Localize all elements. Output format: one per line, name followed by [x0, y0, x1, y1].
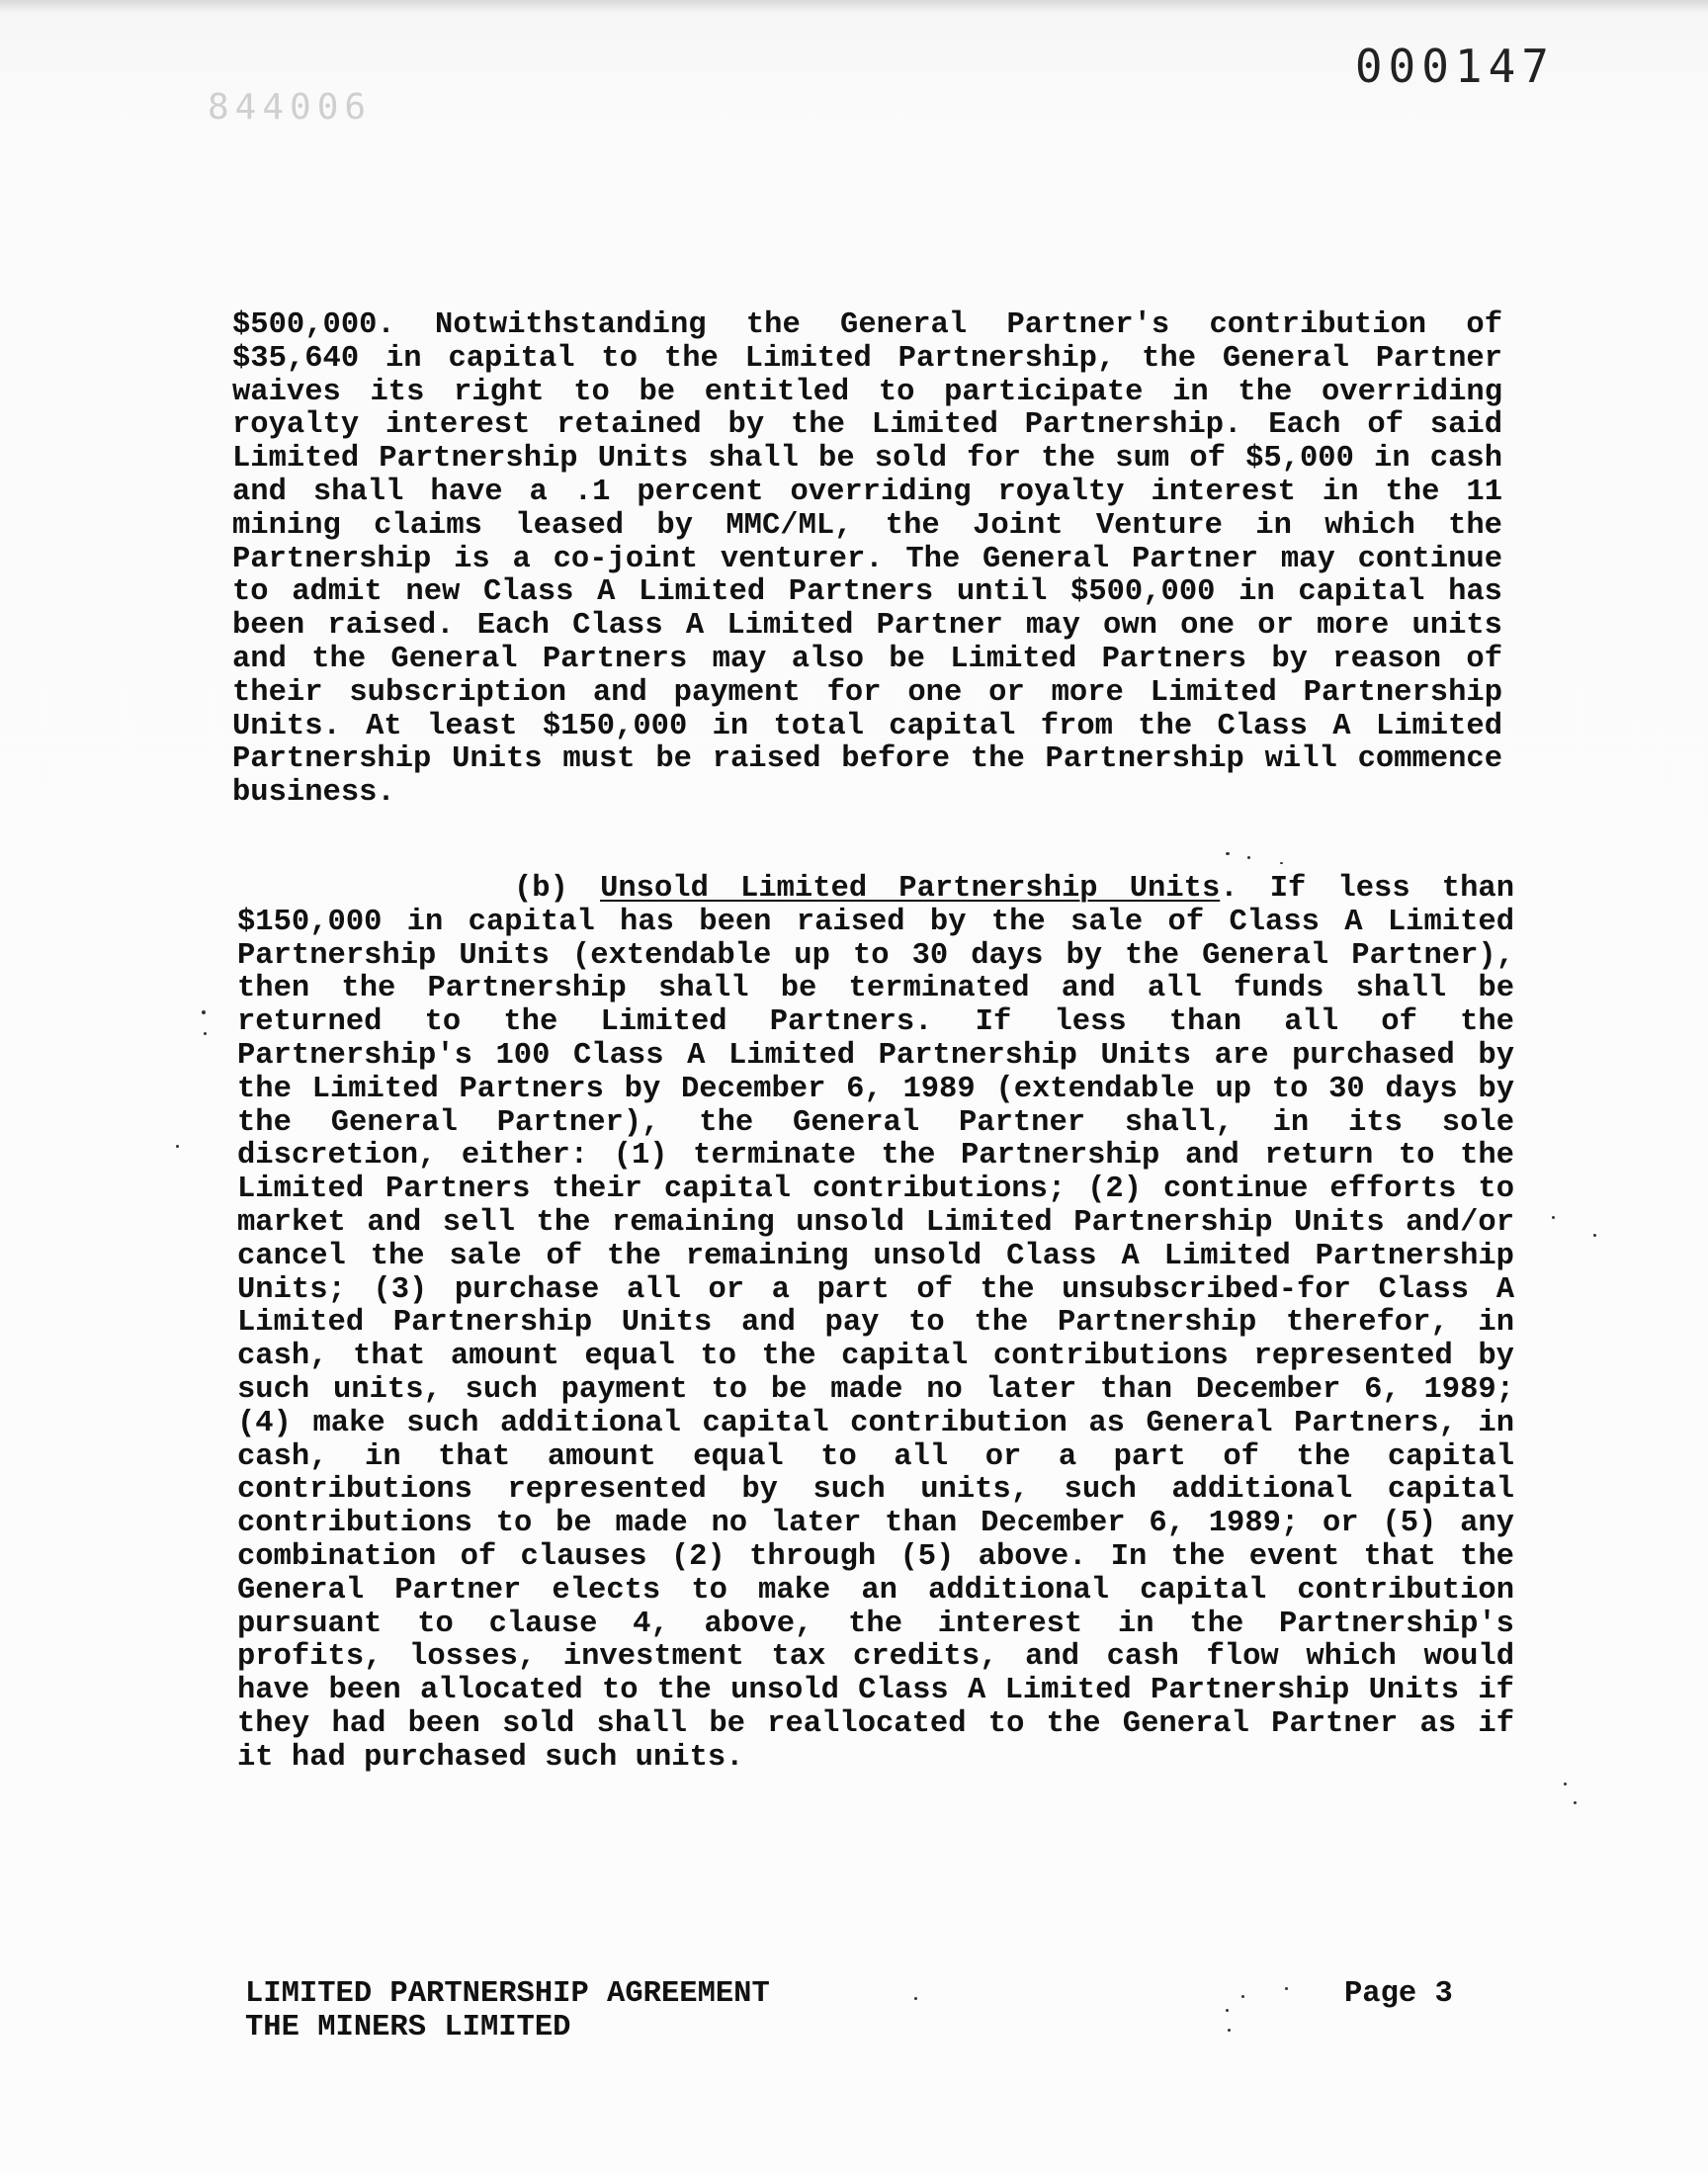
bates-number-stamp: 000147 [1354, 40, 1555, 93]
document-footer [245, 1977, 770, 2044]
scan-speck [1226, 2009, 1229, 2012]
scan-speck [202, 1010, 206, 1014]
section-b-label: (b) [514, 872, 568, 906]
section-b-heading-period: . [1220, 872, 1238, 906]
page-number: Page 3 [1344, 1977, 1453, 2011]
scan-speck [1574, 1801, 1577, 1804]
scan-speck [1593, 1234, 1596, 1237]
scan-speck [1247, 856, 1250, 859]
footer-partnership-name: THE MINERS LIMITED [245, 2011, 571, 2044]
scan-speck [1285, 1987, 1288, 1990]
scan-speck [1552, 1216, 1555, 1219]
bleed-through-stamp: 844006 [208, 87, 373, 128]
section-a-paragraph: $500,000. Notwithstanding the General Partner's contribution of $35,640 in capital to the Limited Partnership, the General Partner waives its right to be entitled to participate in the overriding royalty interest retained by the Limited Partnership. Each of said Limited Partnership Units shall be sold for the sum of $5,000 in cash and shall have a .1 percent overriding royalty interest in the 11 mining claims leased by MMC/ML, the Joint Venture in which the Partnership is a co-joint venturer. The General Partner may continue to admit new Class A Limited Partners until $500,000 in capital has been raised. Each Class A Limited Partner may own one or more units and the General Partners may also be Limited Partners by reason of their subscription and payment for one or more Limited Partnership Units. At least $150,000 in total capital from the Class A Limited Partnership Units must be raised before the Partnership will commence business. [232, 308, 1502, 811]
footer-document-title: LIMITED PARTNERSHIP AGREEMENT [245, 1977, 770, 2011]
section-b-paragraph [237, 873, 1514, 1776]
scan-speck [1280, 862, 1283, 864]
scan-speck [176, 1145, 179, 1148]
scan-speck [1564, 1783, 1567, 1785]
scan-top-edge [0, 0, 1708, 12]
section-b-body: If less than $150,000 in capital has been raised by the sale of Class A Limited Partnership Units (extendable up to 30 days by the General Partner), then the Partnership shall be terminated and all funds shall be returned to the Limited Partners. If less than all of the Partnership's 100 Class A Limited Partnership Units are purchased by the Limited Partners by December 6, 1989 (extendable up to 30 days by the General Partner), the General Partner shall, in its sole discretion, either: (1) terminate the Partnership and return to the Limited Partners their capital contributions; (2) continue efforts to market and sell the remaining unsold Limited Partnership Units and/or cancel the sale of the remaining unsold Class A Limited Partnership Units; (3) purchase all or a part of the unsubscribed-for Class A Limited Partnership Units and pay to the Partnership therefor, in cash, that amount equal to the capital contributions represented by such units, such payment to be made no later than December 6, 1989; (4) make such additional capital contribution as General Partners, in cash, in that amount equal to all or a part of the capital contributions represented by such units, such additional capital contributions to be made no later than December 6, 1989; or (5) any combination of clauses (2) through (5) above. In the event that the General Partner elects to make an additional capital contribution pursuant to clause 4, above, the interest in the Partnership's profits, losses, investment tax credits, and cash flow which would have been allocated to the unsold Class A Limited Partnership Units if they had been sold shall be reallocated to the General Partner as if it had purchased such units. [237, 872, 1514, 1775]
scan-speck [204, 1032, 207, 1035]
scan-speck [1228, 2029, 1231, 2032]
scan-speck [914, 1997, 917, 2000]
section-b-heading: Unsold Limited Partnership Units [600, 872, 1221, 906]
scan-speck [1241, 1995, 1244, 1998]
scan-speck [1226, 852, 1230, 855]
